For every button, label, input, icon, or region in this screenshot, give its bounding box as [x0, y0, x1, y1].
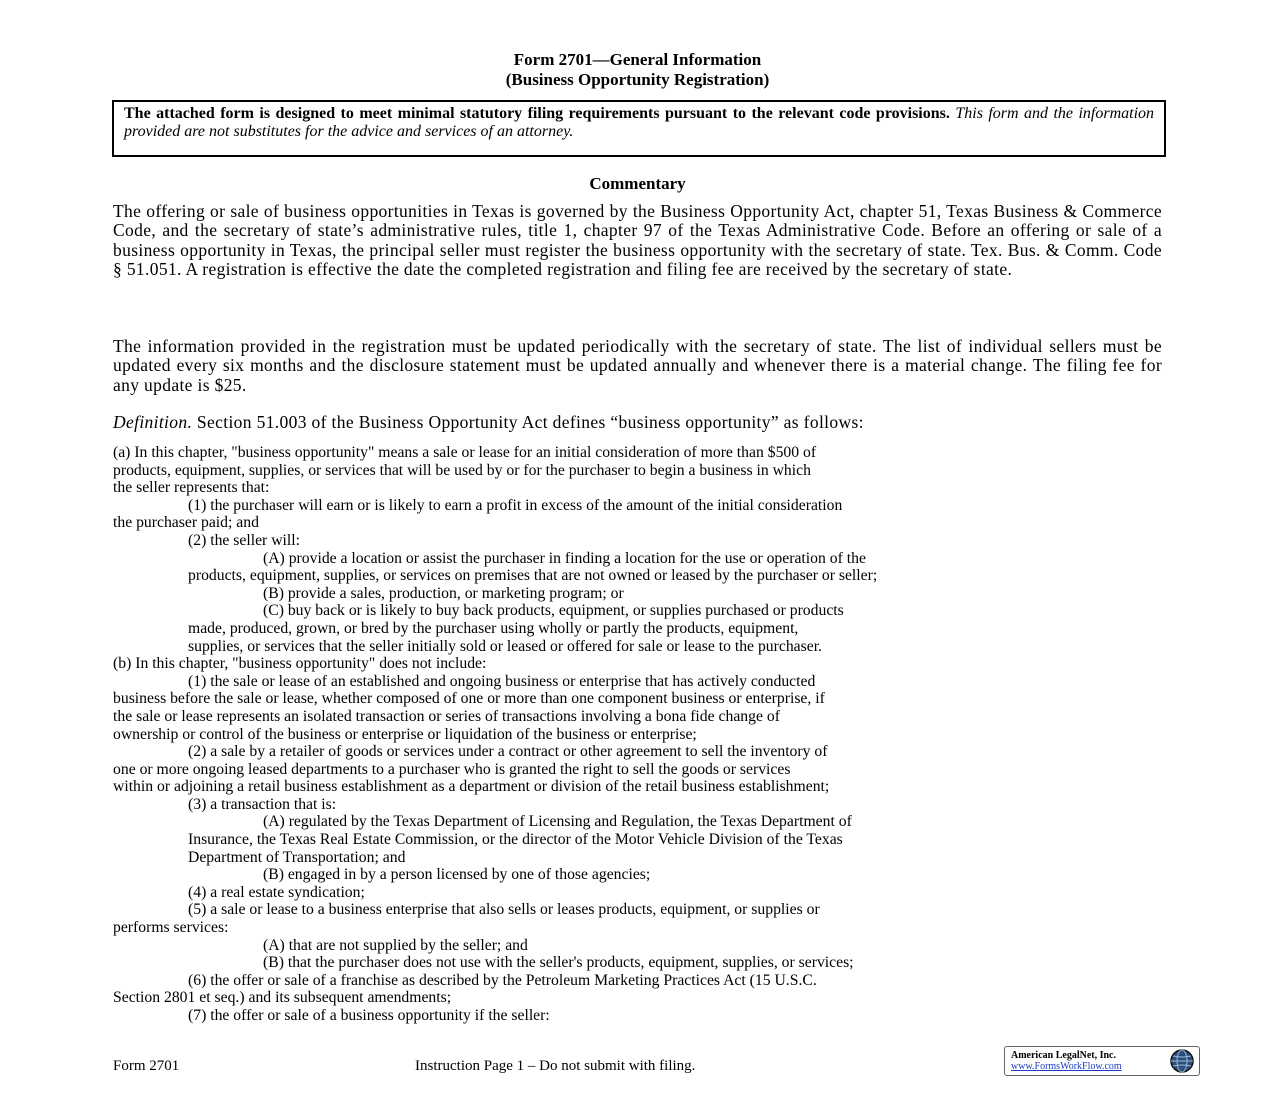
badge-link[interactable]: www.FormsWorkFlow.com	[1011, 1061, 1122, 1072]
statute-line: (2) a sale by a retailer of goods or services under a contract or other agreement to sell the inventory of	[188, 743, 828, 761]
globe-icon	[1169, 1048, 1195, 1074]
statute-line: (A) provide a location or assist the purchaser in finding a location for the use or operation of the	[263, 549, 866, 567]
statute-line: (4) a real estate syndication;	[188, 883, 365, 901]
statute-line: (B) provide a sales, production, or marketing program; or	[263, 584, 624, 602]
statute-line: (B) that the purchaser does not use with the seller's products, equipment, supplies, or services;	[263, 954, 854, 972]
statute-line: the seller represents that:	[113, 479, 270, 497]
footer-form-number: Form 2701	[113, 1058, 180, 1074]
statute-line: (7) the offer or sale of a business opportunity if the seller:	[188, 1007, 550, 1024]
disclaimer-bold-text: The attached form is designed to meet minimal statutory filing requirements pursuant to the relevant code provisions.	[124, 105, 950, 122]
statute-line: Department of Transportation; and	[188, 848, 406, 866]
statute-line: (A) regulated by the Texas Department of Licensing and Regulation, the Texas Department of	[263, 813, 852, 831]
statute-line: supplies, or services that the seller initially sold or leased or offered for sale or lease to the purchaser.	[188, 637, 822, 655]
statute-line: (b) In this chapter, "business opportunity" does not include:	[113, 655, 487, 673]
statute-line: (1) the sale or lease of an established and ongoing business or enterprise that has actively conducted	[188, 672, 816, 690]
statute-line: the sale or lease represents an isolated transaction or series of transactions involving a bona fide change of	[113, 707, 780, 725]
statute-line: products, equipment, supplies, or services on premises that are not owned or leased by the purchaser or seller;	[188, 567, 878, 585]
statute-line: (C) buy back or is likely to buy back products, equipment, or supplies purchased or products	[263, 602, 844, 620]
footer-instruction: Instruction Page 1 – Do not submit with filing.	[415, 1058, 696, 1074]
definition-label: Definition.	[113, 412, 193, 432]
form-subtitle: (Business Opportunity Registration)	[505, 70, 770, 89]
statute-line: made, produced, grown, or bred by the purchaser using wholly or partly the products, equipment,	[188, 619, 799, 637]
definition-paragraph	[113, 413, 1162, 432]
statute-line: Section 2801 et seq.) and its subsequent amendments;	[113, 989, 452, 1007]
statute-line: business before the sale or lease, whether composed of one or more than one component business or enterprise, if	[113, 690, 825, 708]
statute-line: within or adjoining a retail business establishment as a department or division of the retail business establishment;	[113, 778, 830, 796]
statute-line: Insurance, the Texas Real Estate Commission, or the director of the Motor Vehicle Division of the Texas	[188, 831, 843, 849]
statute-text	[113, 444, 1173, 1025]
commentary-paragraph-1: The offering or sale of business opportunities in Texas is governed by the Business Opportunity Act, chapter 51, Texas Business & Commerce Code, and the secretary of state’s administrative rules, title 1, chapter 97 of the Texas Administrative Code. Before an offering or sale of a business opportunity in Texas, the principal seller must register the business opportunity with the secretary of state. Tex. Bus. & Comm. Code § 51.051. A registration is effective the date the completed registration and filing fee are received by the secretary of state.	[113, 201, 1162, 280]
badge-title: American LegalNet, Inc.	[1011, 1050, 1116, 1061]
statute-line: the purchaser paid; and	[113, 514, 259, 532]
statute-line: (6) the offer or sale of a franchise as described by the Petroleum Marketing Practices Act (15 U.S.C.	[188, 971, 817, 989]
statute-line: (1) the purchaser will earn or is likely to earn a profit in excess of the amount of the initial consideration	[188, 496, 843, 514]
statute-line: one or more ongoing leased departments to a purchaser who is granted the right to sell the goods or services	[113, 760, 791, 778]
statute-line: performs services:	[113, 919, 229, 937]
statute-line: (B) engaged in by a person licensed by one of those agencies;	[263, 866, 651, 884]
statute-line: ownership or control of the business or enterprise or liquidation of the business or enterprise;	[113, 725, 697, 743]
statute-line: products, equipment, supplies, or services that will be used by or for the purchaser to begin a business in which	[113, 461, 811, 479]
form-title: Form 2701—General Information	[513, 50, 762, 69]
definition-text: Section 51.003 of the Business Opportunity Act defines “business opportunity” as follows:	[192, 412, 864, 432]
commentary-heading: Commentary	[589, 174, 686, 193]
disclaimer-box	[112, 100, 1166, 157]
statute-line: (3) a transaction that is:	[188, 795, 337, 813]
statute-line: (a) In this chapter, "business opportunity" means a sale or lease for an initial consideration of more than $500 of	[113, 444, 817, 461]
disclaimer-italic-text: This form and the information provided are not substitutes for the advice and services of an attorney.	[124, 105, 1155, 140]
statute-line: (5) a sale or lease to a business enterprise that also sells or leases products, equipment, or supplies or	[188, 901, 820, 919]
legalnet-badge[interactable]	[1004, 1046, 1200, 1076]
statute-line: (2) the seller will:	[188, 531, 300, 549]
statute-line: (A) that are not supplied by the seller; and	[263, 936, 528, 954]
commentary-paragraph-2: The information provided in the registration must be updated periodically with the secretary of state. The list of individual sellers must be updated every six months and the disclosure statement must be updated annually and whenever there is a material change. The filing fee for any update is $25.	[113, 336, 1162, 395]
